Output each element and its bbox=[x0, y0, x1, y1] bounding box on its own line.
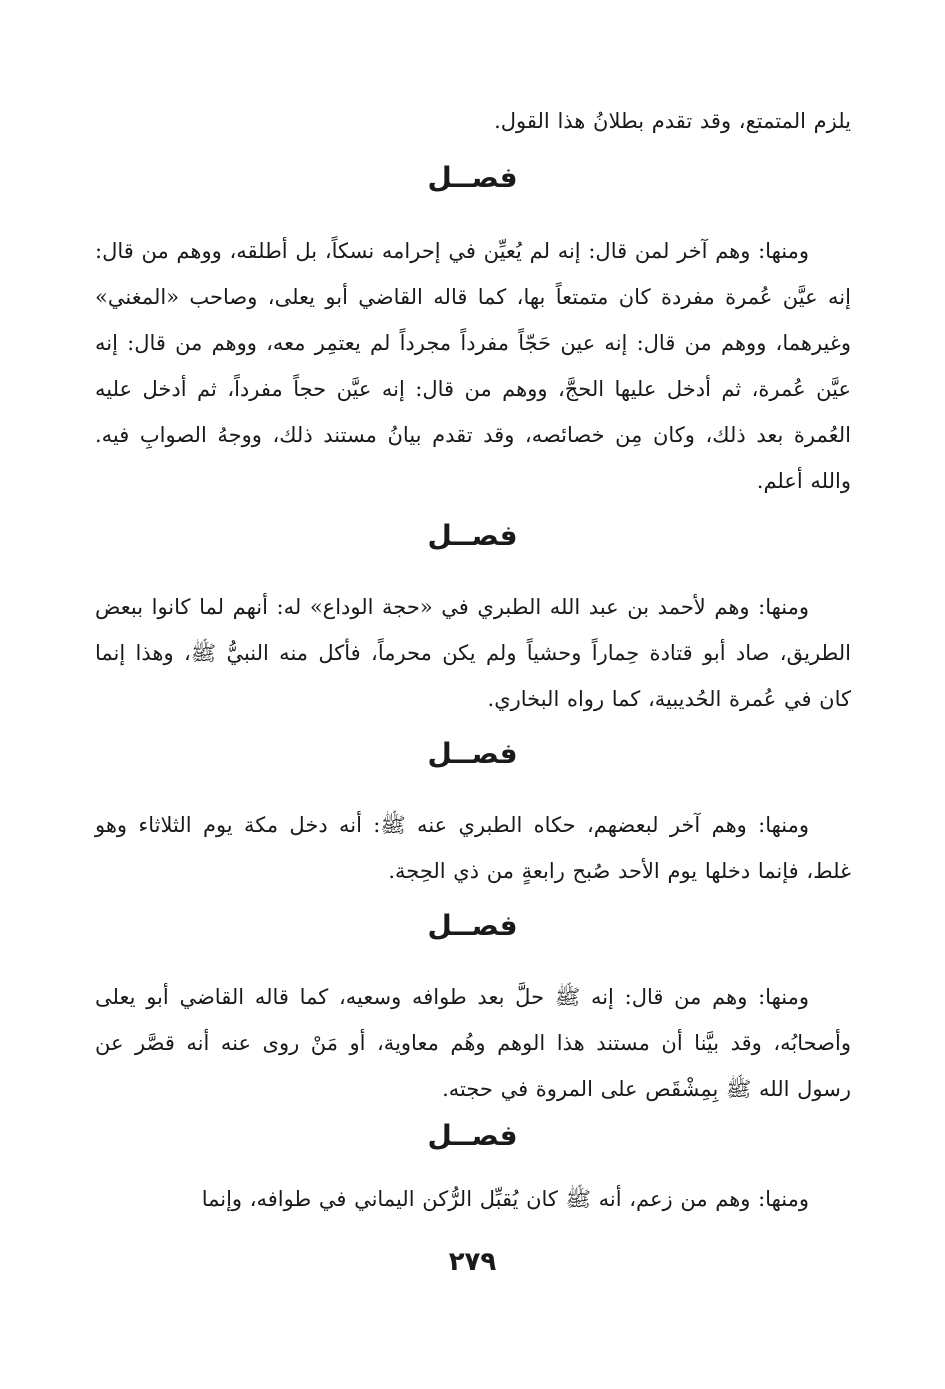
paragraph-text: ومنها: وهم آخر لبعضهم، حكاه الطبري عنه ﷺ: أنه دخل مكة يوم الثلاثاء وهو غلط، فإنما دخلها يوم الأحد صُبح رابعةٍ من ذي الحِجة. bbox=[95, 813, 851, 883]
section-heading-3: فصــل bbox=[427, 737, 518, 770]
section-heading-1: فصــل bbox=[427, 161, 518, 194]
paragraph-3 bbox=[95, 802, 851, 894]
continuation-paragraph: يلزم المتمتع، وقد تقدم بطلانُ هذا القول. bbox=[494, 109, 851, 133]
section-heading-2: فصــل bbox=[427, 519, 518, 552]
paragraph-text: ومنها: وهم لأحمد بن عبد الله الطبري في «حجة الوداع» له: أنهم لما كانوا ببعض الطريق، صاد أبو قتادة حِماراً وحشياً ولم يكن محرماً، فأكل منه النبيُّ ﷺ، وهذا إنما كان في عُمرة الحُديبية، كما رواه البخاري. bbox=[95, 595, 851, 711]
paragraph-5 bbox=[95, 1176, 851, 1222]
paragraph-text: ومنها: وهم من زعم، أنه ﷺ كان يُقبِّل الرُّكن اليماني في طوافه، وإنما bbox=[201, 1187, 809, 1211]
paragraph-1 bbox=[95, 228, 851, 504]
paragraph-2 bbox=[95, 584, 851, 722]
page-number: ٢٧٩ bbox=[448, 1247, 497, 1277]
paragraph-4 bbox=[95, 974, 851, 1112]
section-heading-4: فصــل bbox=[427, 909, 518, 942]
section-heading-5: فصــل bbox=[427, 1119, 518, 1152]
paragraph-text: ومنها: وهم آخر لمن قال: إنه لم يُعيِّن في إحرامه نسكاً، بل أطلقه، ووهم من قال: إنه عيَّن عُمرة مفردة كان متمتعاً بها، كما قاله القاضي أبو يعلى، وصاحب «المغني» وغيرهما، ووهم من قال: إنه عين حَجّاً مفرداً مجرداً لم يعتمِر معه، ووهم من قال: إنه عيَّن عُمرة، ثم أدخل عليها الحجَّ، ووهم من قال: إنه عيَّن حجاً مفرداً، ثم أدخل عليه العُمرة بعد ذلك، وكان مِن خصائصه، وقد تقدم بيانُ مستند ذلك، ووجهُ الصوابِ فيه. والله أعلم. bbox=[95, 239, 851, 493]
paragraph-text: ومنها: وهم من قال: إنه ﷺ حلَّ بعد طوافه وسعيه، كما قاله القاضي أبو يعلى وأصحابُه، وقد بيَّنا أن مستند هذا الوهم وهُم معاوية، أو مَنْ روى عنه أنه قصَّر عن رسول الله ﷺ بِمِشْقَص على المروة في حجته. bbox=[95, 985, 851, 1101]
continuation-text bbox=[95, 98, 851, 144]
